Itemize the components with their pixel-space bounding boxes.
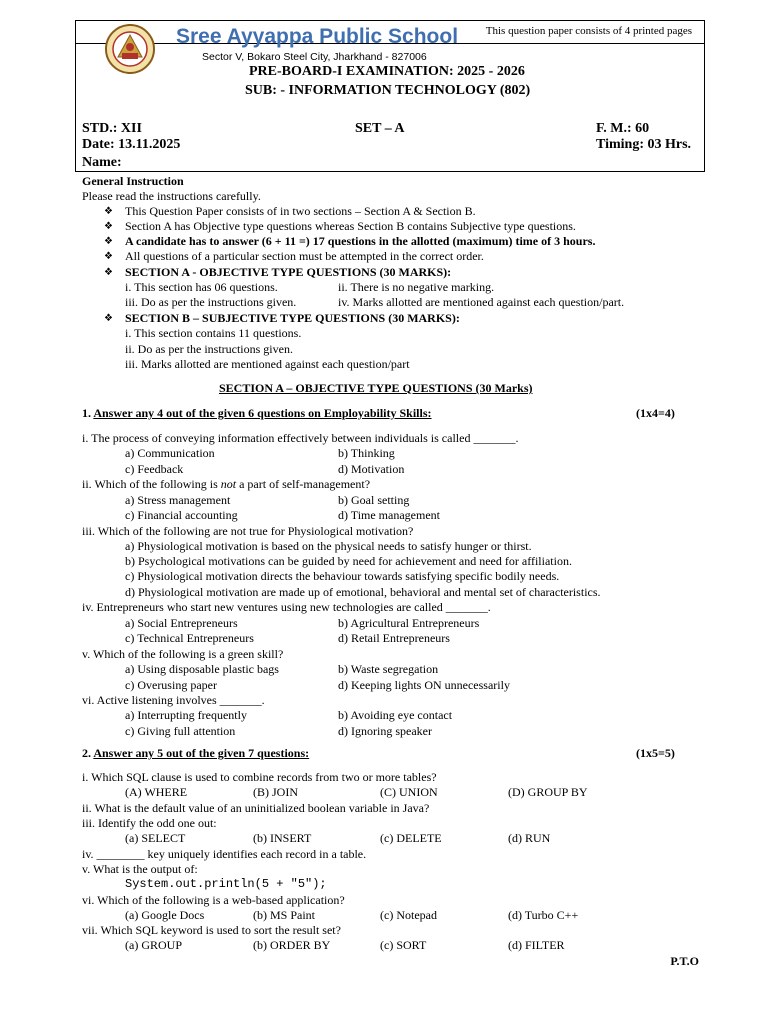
option: a) Using disposable plastic bags bbox=[125, 662, 279, 676]
option: d) Retail Entrepreneurs bbox=[338, 631, 450, 645]
option: (a) GROUP bbox=[125, 938, 182, 952]
option: (d) RUN bbox=[508, 831, 551, 845]
exam-title: PRE-BOARD-I EXAMINATION: 2025 - 2026 bbox=[249, 64, 525, 79]
q1-ii-stem bbox=[82, 477, 370, 492]
option: (c) DELETE bbox=[380, 831, 442, 845]
bullet-icon: ❖ bbox=[104, 267, 113, 278]
option: b) Waste segregation bbox=[338, 662, 439, 676]
q1-i-stem: i. The process of conveying information effectively between individuals is called _______. bbox=[82, 431, 519, 445]
option: b) Avoiding eye contact bbox=[338, 708, 453, 722]
name-label: Name: bbox=[82, 155, 122, 170]
q2-text: Answer any 5 out of the given 7 questions: bbox=[93, 746, 310, 760]
instruction-4: All questions of a particular section must be attempted in the correct order. bbox=[125, 249, 484, 263]
q1-text: Answer any 4 out of the given 6 questions on Employability Skills: bbox=[93, 406, 432, 420]
option: c) Technical Entrepreneurs bbox=[125, 631, 254, 645]
option: (b) INSERT bbox=[253, 831, 312, 845]
q2-number: 2. bbox=[82, 746, 91, 760]
option: (b) MS Paint bbox=[253, 908, 316, 922]
option: d) Motivation bbox=[338, 462, 405, 476]
section-a-instruction-heading: SECTION A - OBJECTIVE TYPE QUESTIONS (30 MARKS): bbox=[125, 265, 452, 279]
option: b) Agricultural Entrepreneurs bbox=[338, 616, 480, 630]
q1-marks: (1x4=4) bbox=[636, 406, 675, 420]
option: d) Ignoring speaker bbox=[338, 724, 432, 738]
std-label: STD.: XII bbox=[82, 121, 142, 136]
timing-label: Timing: 03 Hrs. bbox=[596, 137, 692, 152]
q2-ii-stem: ii. What is the default value of an uninitialized boolean variable in Java? bbox=[82, 801, 430, 815]
option: c) Giving full attention bbox=[125, 724, 236, 738]
bullet-icon: ❖ bbox=[104, 313, 113, 324]
section-a-point-1: i. This section has 06 questions. bbox=[125, 280, 278, 294]
option: (d) FILTER bbox=[508, 938, 565, 952]
q1-iv-stem: iv. Entrepreneurs who start new ventures using new technologies are called _______. bbox=[82, 600, 491, 614]
q1-vi-stem: vi. Active listening involves _______. bbox=[82, 693, 265, 707]
section-b-point-1: i. This section contains 11 questions. bbox=[125, 326, 302, 340]
option: b) Thinking bbox=[338, 446, 395, 460]
option: (c) Notepad bbox=[380, 908, 437, 922]
instruction-2: Section A has Objective type questions whereas Section B contains Subjective type questions. bbox=[125, 219, 576, 233]
section-b-point-2: ii. Do as per the instructions given. bbox=[125, 342, 293, 356]
stem-part: ii. Which of the following is bbox=[82, 477, 221, 491]
school-logo bbox=[104, 23, 156, 75]
bullet-icon: ❖ bbox=[104, 236, 113, 247]
section-a-title: SECTION A – OBJECTIVE TYPE QUESTIONS (30 Marks) bbox=[219, 381, 533, 395]
section-a-point-4: iv. Marks allotted are mentioned against each question/part. bbox=[338, 295, 625, 309]
school-name: Sree Ayyappa Public School bbox=[176, 25, 459, 48]
option: c) Overusing paper bbox=[125, 678, 217, 692]
subject-title: SUB: - INFORMATION TECHNOLOGY (802) bbox=[245, 83, 531, 98]
q1-number: 1. bbox=[82, 406, 91, 420]
general-intro: Please read the instructions carefully. bbox=[82, 189, 261, 203]
option: (D) GROUP BY bbox=[508, 785, 588, 799]
fm-label: F. M.: 60 bbox=[596, 121, 650, 136]
instruction-3: A candidate has to answer (6 + 11 =) 17 questions in the allotted (maximum) time of 3 hours. bbox=[125, 234, 596, 248]
option: (b) ORDER BY bbox=[253, 938, 331, 952]
bullet-icon: ❖ bbox=[104, 221, 113, 232]
option: d) Keeping lights ON unnecessarily bbox=[338, 678, 510, 692]
section-a-point-3: iii. Do as per the instructions given. bbox=[125, 295, 297, 309]
section-b-instruction-heading: SECTION B – SUBJECTIVE TYPE QUESTIONS (30 MARKS): bbox=[125, 311, 460, 325]
option: (a) Google Docs bbox=[125, 908, 205, 922]
option: c) Physiological motivation directs the behaviour towards satisfying specific bodily needs. bbox=[125, 569, 560, 583]
option: a) Communication bbox=[125, 446, 215, 460]
option: b) Goal setting bbox=[338, 493, 410, 507]
option: c) Financial accounting bbox=[125, 508, 238, 522]
instruction-1: This Question Paper consists of in two sections – Section A & Section B. bbox=[125, 204, 476, 218]
option: (B) JOIN bbox=[253, 785, 298, 799]
q1-iii-stem: iii. Which of the following are not true for Physiological motivation? bbox=[82, 524, 414, 538]
option: a) Interrupting frequently bbox=[125, 708, 247, 722]
bullet-icon: ❖ bbox=[104, 206, 113, 217]
q2-v-stem: v. What is the output of: bbox=[82, 862, 198, 876]
option: a) Stress management bbox=[125, 493, 231, 507]
school-address: Sector V, Bokaro Steel City, Jharkhand - 827006 bbox=[202, 51, 427, 63]
q2-heading bbox=[82, 746, 309, 761]
option: (A) WHERE bbox=[125, 785, 188, 799]
q2-i-stem: i. Which SQL clause is used to combine records from two or more tables? bbox=[82, 770, 437, 784]
q1-heading bbox=[82, 406, 432, 421]
option: (c) SORT bbox=[380, 938, 427, 952]
general-heading: General Instruction bbox=[82, 174, 184, 188]
section-a-point-2: ii. There is no negative marking. bbox=[338, 280, 495, 294]
q2-marks: (1x5=5) bbox=[636, 746, 675, 760]
q2-iv-stem: iv. ________ key uniquely identifies each record in a table. bbox=[82, 847, 367, 861]
stem-part: a part of self-management? bbox=[236, 477, 371, 491]
option: c) Feedback bbox=[125, 462, 184, 476]
pages-note: This question paper consists of 4 printed pages bbox=[485, 25, 692, 37]
option: (a) SELECT bbox=[125, 831, 186, 845]
stem-emphasis: not bbox=[220, 477, 237, 491]
option: a) Social Entrepreneurs bbox=[125, 616, 238, 630]
q2-iii-stem: iii. Identify the odd one out: bbox=[82, 816, 217, 830]
q1-v-stem: v. Which of the following is a green skill? bbox=[82, 647, 284, 661]
code-snippet: System.out.println(5 + "5"); bbox=[125, 877, 327, 891]
option: b) Psychological motivations can be guided by need for achievement and need for affiliation. bbox=[125, 554, 572, 568]
bullet-icon: ❖ bbox=[104, 251, 113, 262]
q2-vi-stem: vi. Which of the following is a web-based application? bbox=[82, 893, 345, 907]
set-label: SET – A bbox=[355, 121, 405, 136]
option: d) Physiological motivation are made up of emotional, behavioral and mental set of characteristics. bbox=[125, 585, 601, 599]
option: (C) UNION bbox=[380, 785, 438, 799]
option: d) Time management bbox=[338, 508, 440, 522]
option: (d) Turbo C++ bbox=[508, 908, 579, 922]
pto-label: P.T.O bbox=[670, 954, 699, 968]
date-label: Date: 13.11.2025 bbox=[82, 137, 181, 152]
q2-vii-stem: vii. Which SQL keyword is used to sort the result set? bbox=[82, 923, 341, 937]
section-b-point-3: iii. Marks allotted are mentioned against each question/part bbox=[125, 357, 410, 371]
option: a) Physiological motivation is based on the physical needs to satisfy hunger or thirst. bbox=[125, 539, 532, 553]
